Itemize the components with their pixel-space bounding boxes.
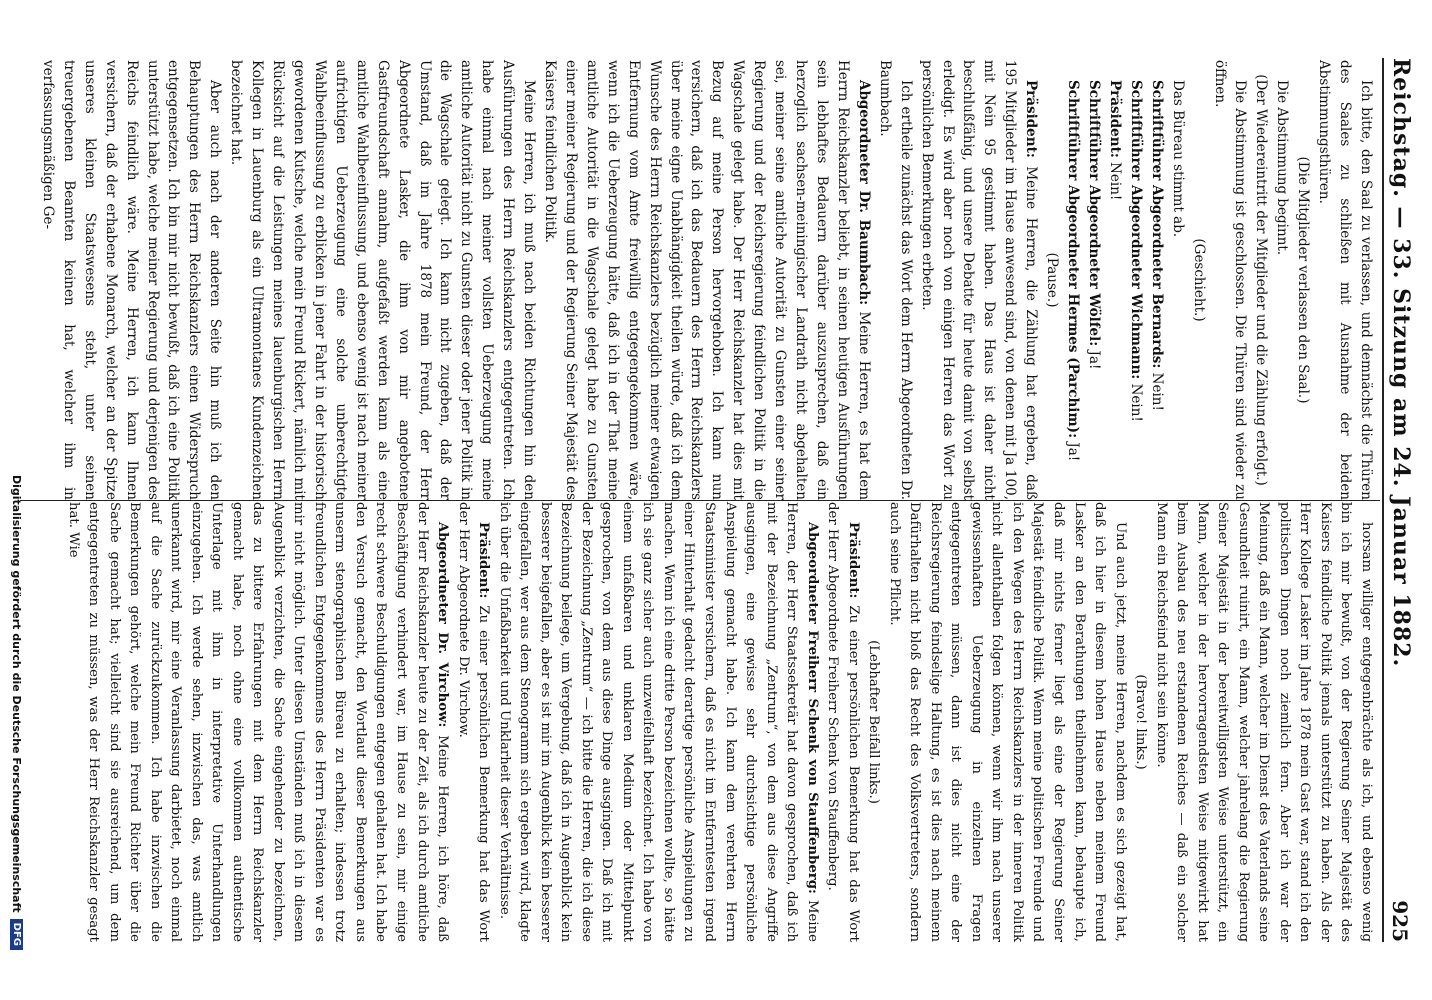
body-paragraph: Aber auch nach der anderen Seite hin muß ich den Behauptungen des Herrn Reichskanzlers einen Widerspruch entgegensetzen. Ich bin mir nicht bewußt, daß ich eine Politik unterstützt habe, welche meiner Regierung und derjenigen des Reichs feindlich wäre. Meine Herren, ich kann Ihnen versichern, daß der erhabene Monarch, welcher an der Spitze unseres kleinen Staatswesens steht, unter seinen treuergebenen Beamten keinen hat, welcher ihm in verfassungsmäßigen Ge-: [39, 60, 224, 500]
body-paragraph: Ich ertheile zunächst das Wort dem Herrn Abgeordneten Dr. Baumbach.: [876, 60, 914, 500]
stage-direction: (Die Mitglieder verlassen den Saal.): [1295, 156, 1312, 404]
speech-text: Zu einer persönlichen Bemerkung hat das Wort der Herr Abgeordnete Freiherr Schenk von Stauffenberg.: [825, 502, 861, 942]
speaker-name: Schriftführer Abgeordneter Bernards:: [1148, 80, 1165, 369]
speech-paragraph: [1083, 60, 1104, 500]
speech-paragraph: [1062, 60, 1083, 500]
stage-direction: (Bravo! links.): [1133, 674, 1149, 770]
body-paragraph: horsam williger entgegenbrächte als ich, und ebenso wenig bin ich mir bewußt, von der Regierung Seiner Majestät des Kaisers feindliche Politik jemals unterstützt zu haben. Als der Herr Kollege Lasker im Jahre 1878 mein Gast war, stand ich den politischen Dingen noch ziemlich fern. Aber ich war der Meinung, daß ein Mann, welcher im Dienst des Vaterlands seine Gesundheit ruinirt, ein Mann, welcher jahrelang die Regierung Seiner Majestät in der bereitwilligsten Weise unterstützt, ein Mann, welcher in der hervorragendsten Weise mitgewirkt hat beim Ausbau des neu erstandenen Reiches — daß ein solcher Mann ein Reichsfeind nicht sein könne.: [1153, 502, 1374, 942]
speech-paragraph: [1146, 60, 1167, 500]
stage-direction: (Lebhafter Beifall links.): [866, 640, 882, 804]
speech-paragraph: [493, 502, 822, 942]
speaker-name: Präsident:: [476, 522, 492, 599]
body-paragraph: Und auch jetzt, meine Herren, nachdem es sich gezeigt hat, daß ich hier in diesem hohen Hause neben meinem Freund Lasker an den Berathungen theilnehmen kann, behaupte ich, daß mir nichts ferner liegt als eine der Regierung Seiner Majestät feindliche Politik. Wenn meine politischen Freunde und ich den Wegen des Herrn Reichskanzlers in der inneren Politik nicht allenthalben folgen können, wenn wir ihm nach unserer gewissenhaften Ueberzeugung in einzelnen Fragen entgegentreten müssen, dann ist dies nicht eine der Reichsregierung feindselige Haltung, es ist dies nach meinem Dafürhalten nicht bloß das Recht des Volksvertreters, sondern auch seine Pflicht.: [886, 502, 1128, 942]
speech-text: Nein!: [1127, 379, 1144, 422]
body-paragraph: Ich bitte, den Saal zu verlassen, und demnächst die Thüren des Saales zu schließen mit Ausnahme der beiden Abstimmungsthüren.: [1316, 60, 1374, 500]
body-paragraph: Meine Herren, ich muß nach beiden Richtungen hin den Ausführungen des Herrn Reichskanzlers entgegentreten. Ich habe einmal nach meiner vollsten Ueberzeugung meine amtliche Autorität nicht zu Gunsten dieser oder jener Politik in die Wagschale gelegt. Ich kann nicht zugeben, daß der Umstand, daß im Jahre 1878 mein Freund, der Herr Abgeordnete Lasker, die ihm von mir angebotene Gastfreundschaft annahm, aufgefaßt werden kann als eine amtliche Wahlbeeinflussung, und ebenso wenig ist nach meiner aufrichtigen Ueberzeugung eine solche unberechtigte Wahlbeeinflussung zu erblicken in jener Fahrt in der historisch gewordenen Kutsche, welche mein Freund Rickert, nämlich mit Rücksicht auf die Leistungen meines lauenburgischen Herrn Kollegen in Lauenburg als ein Ultramontanes Kundenzeichen bezeichnet hat.: [228, 60, 538, 500]
speech-paragraph: [822, 502, 863, 942]
body-paragraph: Die Abstimmung beginnt.: [1274, 80, 1291, 256]
dfg-logo: DFG: [11, 919, 24, 950]
footer-text: Digitalisierung gefördert durch die Deutsche Forschungsgemeinschaft: [10, 474, 24, 913]
stage-direction: (Geschieht.): [1190, 238, 1207, 322]
speech-paragraph: [1104, 60, 1125, 500]
speaker-name: Abgeordneter Dr. Virchow:: [435, 522, 451, 728]
stage-direction: (Der Wiedereintritt der Mitglieder und die Zählung erfolgt.): [1253, 74, 1270, 486]
speech-paragraph: [452, 502, 493, 942]
speaker-name: Schriftführer Abgeordneter Hermes (Parchim):: [1065, 80, 1082, 439]
speech-text: Nein!: [1148, 368, 1165, 411]
page-title: Reichstag. — 33. Sitzung am 24. Januar 1882.: [1388, 58, 1414, 668]
speaker-name: Präsident:: [845, 522, 861, 599]
speech-paragraph: [539, 60, 874, 500]
speech-text: Meine Herren, der Herr Staatssekretär hat davon gesprochen, daß ich mit der Bezeichnung „Zentrum“, von dem aus diese Angriffe ausgingen, eine gewisse sehr durchsichtige persönliche Anspielung gemacht habe. Ich kann dem verehrten Herrn Staatsminister versichern, daß es nicht im Entferntesten irgend einer Hinterhalt gedacht derartige persönliche Anspielungen zu machen. Wenn ich eine dritte Person bezeichnen wollte, so hätte ich sie ganz sicher auch unzweifelhaft bezeichnet. Ich habe von einem unfaßbaren und unklaren Medium oder Mittelpunkt gesprochen, von dem aus diese Dinge ausgingen. Daß ich mit der Bezeichnung „Zentrum“ — ich bitte die Herren, die ich diese Bezeichnung beilege, um Vergebung, daß ich in Augenblick kein besserer beigefallen, aber es ist mir im Augenblick kein besserer eingefallen, wer aus dem Stenogramm sich ergeben wird, klagte ich über die Unfaßbarkeit und Unklarheit dieser Verhältnisse.: [496, 502, 820, 943]
speaker-name: Abgeordneter Freiherr Schenk von Stauffenberg:: [804, 522, 820, 894]
speech-text: Meine Herren, die Zählung hat ergeben, daß 195 Mitglieder im Hause anwesend sind, von denen mit Ja 100, mit Nein 95 gestimmt haben. Das Haus ist daher nicht beschlußfähig, und unsere Debatte für heute damit von selbst erledigt. Es wird aber noch von einigen Herren das Wort zu persönlichen Bemerkungen erbeten.: [918, 60, 1040, 500]
right-column: [62, 502, 1376, 942]
speech-text: Meine Herren, es hat dem Herrn Reichskanzler beliebt, in seinen heutigen Ausführungen sein lebhaftes Bedauern darüber auszusprechen, daß ein herzoglich sachsen-meiningischer Landrath nicht abgehalten sei, meiner seine amtliche Autorität zu Gunsten einer seiner Regierung und der Reichsregierung feindlichen Politik in die Wagschale gelegt habe. Der Herr Reichskanzler hat dies mit Bezug auf meine Person hervorgehoben. Ich kann nun versichern, daß ich das Bedauern des Herrn Reichskanzlers über meine eigne Unabhängigkeit theilen würde, daß ich dem Wunsche des Herrn Reichskanzlers bezüglich meiner etwaigen Entfernung vom Amte freiwillig entgegengekommen wäre, wenn ich die Ueberzeugung hätte, daß ich in der That meine amtliche Autorität in die Wagschale gelegt habe zu Gunsten einer meiner Regierung und der Regierung Seiner Majestät des Kaisers feindlichen Politik.: [542, 60, 872, 501]
column-divider: [20, 500, 1380, 501]
speech-paragraph: [62, 502, 452, 942]
speech-text: Ja!: [1065, 438, 1082, 462]
speech-paragraph: [1125, 60, 1146, 500]
speech-text: Zu einer persönlichen Bemerkung hat das Wort der Herr Abgeordnete Dr. Virchow.: [455, 502, 492, 942]
page-number: 925: [1388, 900, 1412, 942]
speech-text: Ja!: [1086, 346, 1103, 370]
speaker-name: Präsident:: [1023, 80, 1040, 158]
speech-text: Nein!: [1106, 157, 1123, 201]
stage-direction: (Pause.): [1044, 252, 1061, 308]
speaker-name: Abgeordneter Dr. Baumbach:: [855, 80, 872, 306]
left-column: [37, 60, 1376, 500]
speaker-name: Schriftführer Abgeordneter Wölfel:: [1086, 80, 1103, 347]
body-paragraph: Die Abstimmung ist geschlossen. Die Thüren sind wieder zu öffnen.: [1211, 60, 1249, 500]
page-header: [1382, 58, 1432, 942]
speech-paragraph: [916, 60, 1042, 500]
speech-text: Meine Herren, ich höre, daß der Herr Reichskanzler heute zu der Zeit, als ich durch amtliche Beschäftigung verhindert war, im Hause zu sein, mir einige recht schwere Beschuldigungen entgegen gehalten hat. Ich habe den Versuch gemacht, den Wortlaut dieser Bemerkungen aus unserm stenographischen Büreau zu erhalten; indessen trotz freundlichen Entgegenkommens des Herrn Präsidenten war es mir nicht möglich. Unter diesen Umständen muß ich in diesem Augenblick verzichten, die Sache eingehender zu bezeichnen, das zu bittere Erfahrungen mit dem Herrn Reichskanzler gemacht habe, noch ohne eine vollkommen authentische Unterlage mit ihm in interpretative Unterhandlungen einzugehen. Ich werde sehen, inzwischen das, was amtlich unerkannt wird, mir eine Veranlassung darbietet, noch einmal auf die Sache zurückzukommen. Ich habe inzwischen die Bemerkungen gehört, welche mein Freund Richter über die Sache gemacht hat; vielleicht sind sie ausreichend, um dem entgegentreten zu müssen, was der Herr Reichskanzler gesagt hat. Wie: [65, 502, 451, 942]
speaker-name: Präsident:: [1106, 80, 1123, 158]
digitization-footer: [4, 60, 30, 950]
body-paragraph: Das Büreau stimmt ab.: [1169, 80, 1186, 238]
speaker-name: Schriftführer Abgeordneter Wichmann:: [1127, 80, 1144, 380]
